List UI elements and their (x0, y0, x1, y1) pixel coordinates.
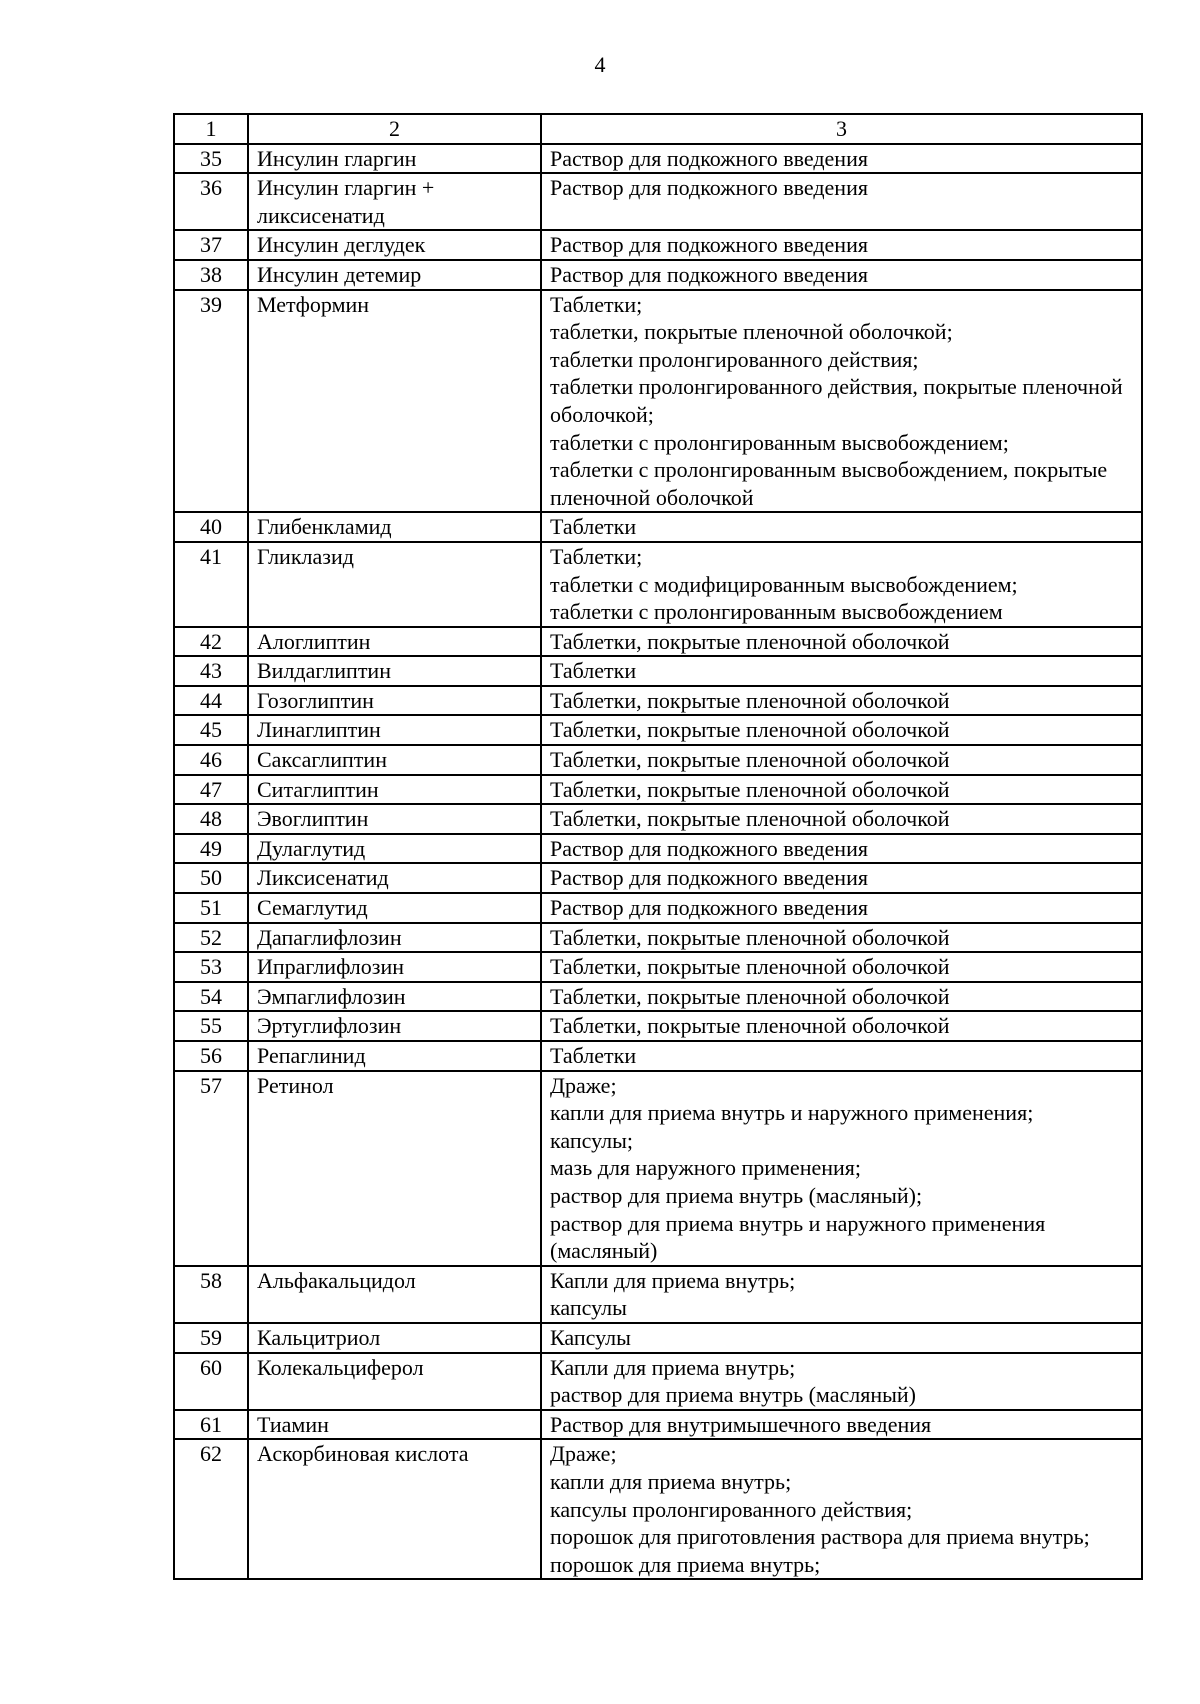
table-row (174, 775, 1142, 805)
table-row (174, 656, 1142, 686)
dosage-form-line: Капсулы (550, 1324, 631, 1350)
dosage-form-line: Таблетки (550, 514, 637, 540)
dosage-forms (541, 863, 1142, 893)
dosage-form-line: Таблетки, покрытые пленочной оболочкой (550, 717, 950, 743)
dosage-forms (541, 1353, 1142, 1410)
drug-name: Репаглинид (248, 1041, 541, 1071)
drug-name: Вилдаглиптин (248, 656, 541, 686)
dosage-forms (541, 627, 1142, 657)
table-row (174, 260, 1142, 290)
row-number: 38 (174, 260, 248, 290)
dosage-forms (541, 230, 1142, 260)
drug-name: Инсулин гларгин (248, 144, 541, 174)
dosage-form-line: Таблетки, покрытые пленочной оболочкой (550, 747, 950, 773)
dosage-form-line: Таблетки, покрытые пленочной оболочкой (550, 628, 950, 654)
dosage-forms (541, 542, 1142, 627)
drug-name: Гозоглиптин (248, 686, 541, 716)
dosage-form-line: Таблетки; (550, 291, 643, 317)
table-row (174, 1011, 1142, 1041)
dosage-form-line: таблетки с пролонгированным высвобождением, покрытые пленочной оболочкой (550, 457, 1108, 510)
dosage-forms (541, 923, 1142, 953)
dosage-form-line: раствор для приема внутрь (масляный) (550, 1382, 916, 1408)
header-cell-1: 1 (174, 114, 248, 144)
table-row (174, 627, 1142, 657)
row-number: 41 (174, 542, 248, 627)
dosage-form-line: Таблетки, покрытые пленочной оболочкой (550, 1013, 950, 1039)
dosage-form-line: Драже; (550, 1441, 617, 1467)
row-number: 42 (174, 627, 248, 657)
table-row (174, 863, 1142, 893)
row-number: 45 (174, 715, 248, 745)
dosage-forms (541, 1011, 1142, 1041)
table-row (174, 1266, 1142, 1323)
dosage-form-line: Таблетки, покрытые пленочной оболочкой (550, 687, 950, 713)
row-number: 61 (174, 1410, 248, 1440)
row-number: 49 (174, 834, 248, 864)
drug-name: Глибенкламид (248, 512, 541, 542)
dosage-form-line: Таблетки, покрытые пленочной оболочкой (550, 983, 950, 1009)
header-cell-3: 3 (541, 114, 1142, 144)
page-number: 4 (594, 52, 606, 77)
drug-name: Дапаглифлозин (248, 923, 541, 953)
row-number: 50 (174, 863, 248, 893)
drug-name: Дулаглутид (248, 834, 541, 864)
drug-name: Саксаглиптин (248, 745, 541, 775)
dosage-form-line: раствор для приема внутрь и наружного применения (масляный) (550, 1210, 1046, 1264)
row-number: 55 (174, 1011, 248, 1041)
dosage-form-line: Капли для приема внутрь; (550, 1354, 796, 1380)
dosage-forms (541, 775, 1142, 805)
drug-name: Ситаглиптин (248, 775, 541, 805)
dosage-forms (541, 1439, 1142, 1579)
drug-name: Линаглиптин (248, 715, 541, 745)
drug-name: Метформин (248, 290, 541, 513)
dosage-forms (541, 804, 1142, 834)
dosage-forms (541, 144, 1142, 174)
dosage-forms (541, 656, 1142, 686)
dosage-forms (541, 512, 1142, 542)
dosage-form-line: Раствор для подкожного введения (550, 145, 868, 171)
table-row (174, 715, 1142, 745)
table-row (174, 834, 1142, 864)
table-row (174, 1071, 1142, 1266)
table-row (174, 745, 1142, 775)
table-row (174, 1410, 1142, 1440)
table-row (174, 1323, 1142, 1353)
table-row (174, 952, 1142, 982)
drug-name: Ликсисенатид (248, 863, 541, 893)
dosage-form-line: Таблетки, покрытые пленочной оболочкой (550, 924, 950, 950)
drug-name: Алоглиптин (248, 627, 541, 657)
row-number: 37 (174, 230, 248, 260)
drug-name: Инсулин деглудек (248, 230, 541, 260)
table-row (174, 512, 1142, 542)
table-row (174, 173, 1142, 230)
dosage-form-line: Таблетки, покрытые пленочной оболочкой (550, 776, 950, 802)
drug-name: Кальцитриол (248, 1323, 541, 1353)
dosage-forms (541, 893, 1142, 923)
dosage-form-line: Раствор для подкожного введения (550, 261, 868, 287)
table-row (174, 290, 1142, 513)
dosage-forms (541, 260, 1142, 290)
dosage-forms (541, 290, 1142, 513)
dosage-form-line: Таблетки; (550, 543, 643, 569)
dosage-forms (541, 982, 1142, 1012)
drug-name: Семаглутид (248, 893, 541, 923)
row-number: 53 (174, 952, 248, 982)
dosage-form-line: Таблетки (550, 1043, 637, 1068)
dosage-form-line: Раствор для подкожного введения (550, 232, 868, 258)
row-number: 60 (174, 1353, 248, 1410)
dosage-form-line: Раствор для подкожного введения (550, 865, 868, 891)
dosage-form-line: Таблетки (550, 658, 637, 684)
row-number: 58 (174, 1266, 248, 1323)
dosage-forms (541, 715, 1142, 745)
dosage-form-line: Раствор для подкожного введения (550, 175, 868, 201)
drug-table (173, 113, 1143, 1580)
table-row (174, 982, 1142, 1012)
header-cell-2: 2 (248, 114, 541, 144)
dosage-form-line: Таблетки, покрытые пленочной оболочкой (550, 954, 950, 980)
dosage-forms (541, 1041, 1142, 1071)
dosage-form-line: Таблетки, покрытые пленочной оболочкой (550, 806, 950, 832)
dosage-forms (541, 173, 1142, 230)
table-row (174, 686, 1142, 716)
dosage-form-line: Раствор для внутримышечного введения (550, 1411, 932, 1437)
drug-name: Аскорбиновая кислота (248, 1439, 541, 1579)
dosage-form-line: мазь для наружного применения; (550, 1155, 862, 1181)
drug-name: Ретинол (248, 1071, 541, 1266)
dosage-forms (541, 952, 1142, 982)
dosage-form-line: капсулы; (550, 1127, 633, 1153)
row-number: 44 (174, 686, 248, 716)
dosage-form-line: порошок для приема внутрь; (550, 1551, 821, 1577)
table-row (174, 230, 1142, 260)
dosage-form-line: капли для приема внутрь и наружного применения; (550, 1100, 1034, 1126)
dosage-form-line: таблетки с пролонгированным высвобождением; (550, 429, 1009, 455)
row-number: 62 (174, 1439, 248, 1579)
table-row (174, 1439, 1142, 1579)
table-row (174, 1041, 1142, 1071)
table-row (174, 542, 1142, 627)
dosage-form-line: Драже; (550, 1072, 617, 1098)
dosage-form-line: капсулы пролонгированного действия; (550, 1496, 913, 1522)
dosage-forms (541, 1071, 1142, 1266)
drug-name: Инсулин гларгин + ликсисенатид (248, 173, 541, 230)
row-number: 56 (174, 1041, 248, 1071)
dosage-form-line: таблетки с модифицированным высвобождением; (550, 571, 1018, 597)
row-number: 57 (174, 1071, 248, 1266)
row-number: 59 (174, 1323, 248, 1353)
drug-name: Инсулин детемир (248, 260, 541, 290)
table-body (174, 114, 1142, 1579)
dosage-form-line: таблетки с пролонгированным высвобождением (550, 599, 1003, 625)
dosage-form-line: капсулы (550, 1295, 627, 1321)
drug-name: Тиамин (248, 1410, 541, 1440)
row-number: 46 (174, 745, 248, 775)
dosage-forms (541, 686, 1142, 716)
drug-name: Гликлазид (248, 542, 541, 627)
dosage-forms (541, 1323, 1142, 1353)
drug-name: Эмпаглифлозин (248, 982, 541, 1012)
table-row (174, 1353, 1142, 1410)
dosage-form-line: раствор для приема внутрь (масляный); (550, 1182, 923, 1208)
drug-name: Альфакальцидол (248, 1266, 541, 1323)
row-number: 40 (174, 512, 248, 542)
row-number: 47 (174, 775, 248, 805)
table-row (174, 893, 1142, 923)
row-number: 36 (174, 173, 248, 230)
drug-name: Эвоглиптин (248, 804, 541, 834)
row-number: 48 (174, 804, 248, 834)
row-number: 51 (174, 893, 248, 923)
row-number: 39 (174, 290, 248, 513)
row-number: 52 (174, 923, 248, 953)
drug-name: Колекальциферол (248, 1353, 541, 1410)
row-number: 54 (174, 982, 248, 1012)
table-row (174, 144, 1142, 174)
table-header-row (174, 114, 1142, 144)
drug-name: Эртуглифлозин (248, 1011, 541, 1041)
dosage-form-line: Раствор для подкожного введения (550, 895, 868, 921)
table-row (174, 923, 1142, 953)
dosage-forms (541, 1266, 1142, 1323)
dosage-forms (541, 1410, 1142, 1440)
dosage-form-line: Капли для приема внутрь; (550, 1267, 796, 1293)
table-row (174, 804, 1142, 834)
dosage-form-line: таблетки, покрытые пленочной оболочкой; (550, 319, 953, 345)
dosage-form-line: капли для приема внутрь; (550, 1468, 792, 1494)
dosage-form-line: порошок для приготовления раствора для приема внутрь; (550, 1524, 1090, 1550)
row-number: 35 (174, 144, 248, 174)
row-number: 43 (174, 656, 248, 686)
drug-name: Ипраглифлозин (248, 952, 541, 982)
dosage-form-line: таблетки пролонгированного действия, покрытые пленочной оболочкой; (550, 374, 1123, 427)
dosage-form-line: Раствор для подкожного введения (550, 835, 868, 861)
dosage-form-line: таблетки пролонгированного действия; (550, 346, 919, 372)
dosage-forms (541, 834, 1142, 864)
dosage-forms (541, 745, 1142, 775)
